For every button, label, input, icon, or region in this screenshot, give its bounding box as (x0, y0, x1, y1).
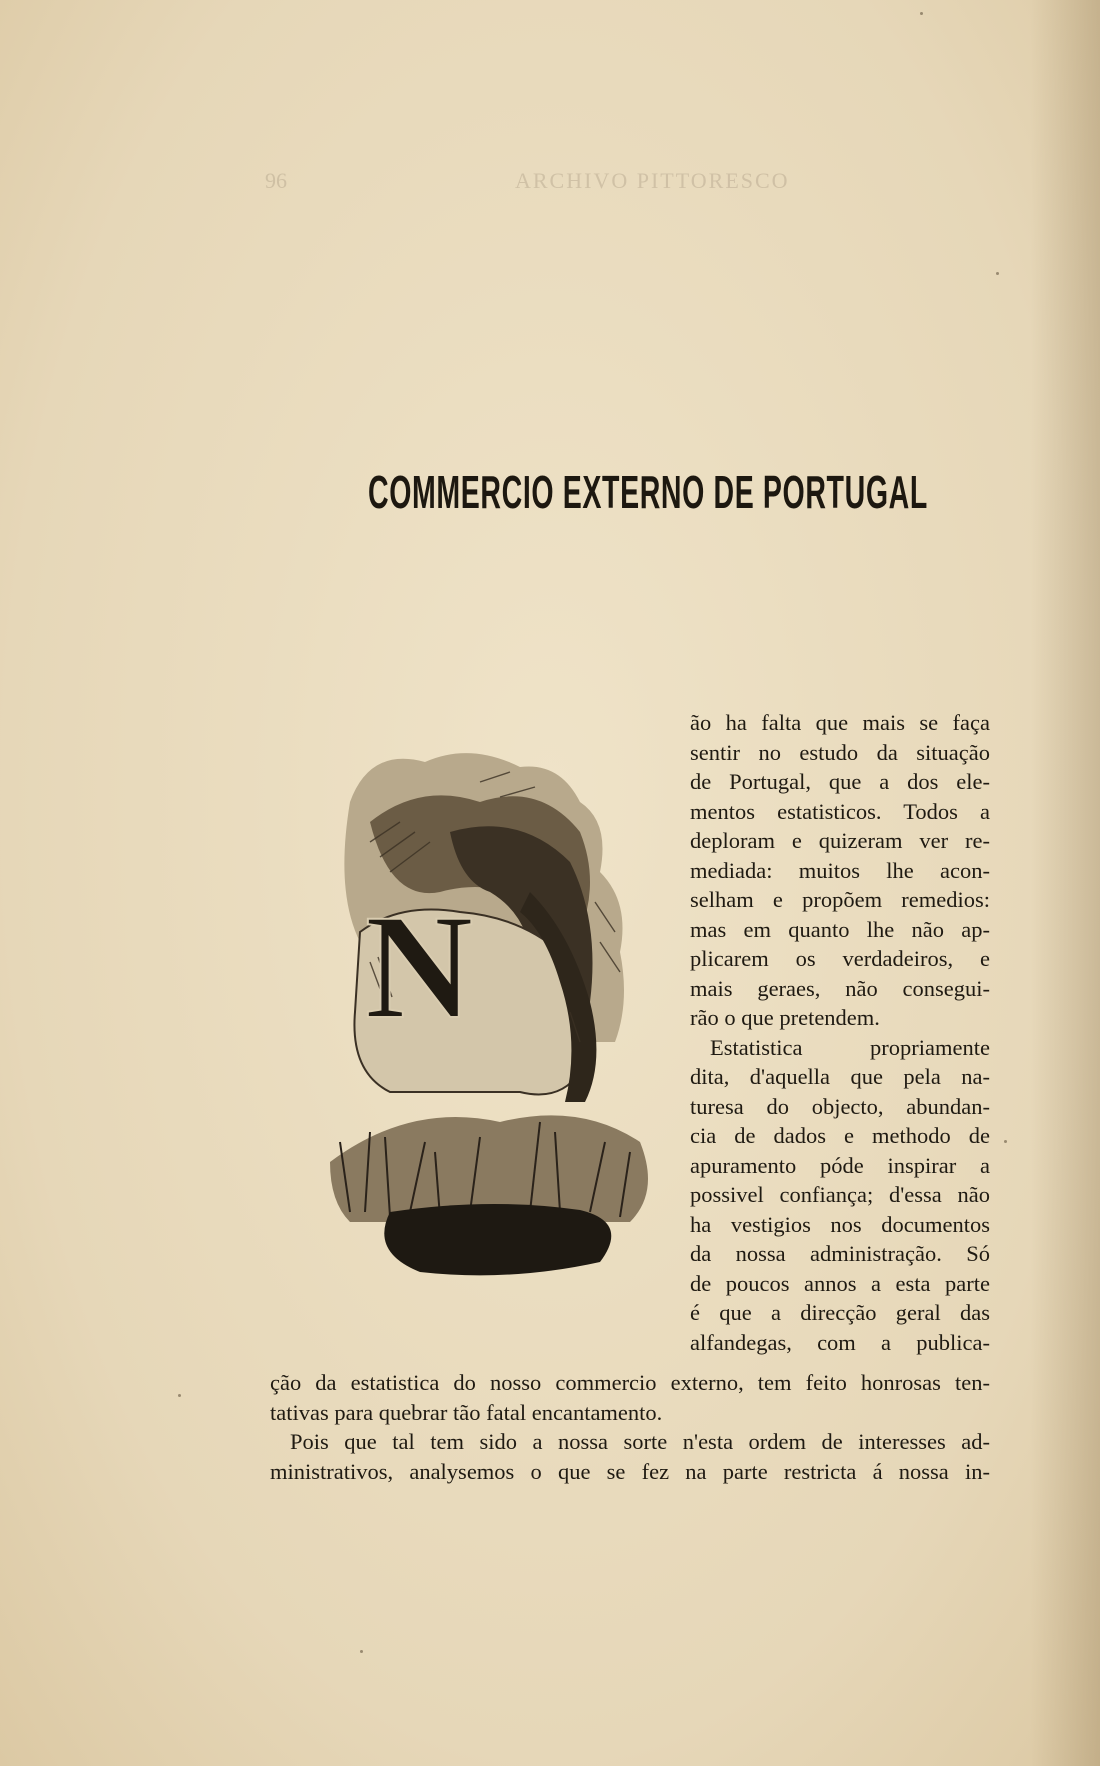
text-line: plicarem os verdadeiros, e (690, 946, 990, 971)
article-full-width-text (270, 1368, 990, 1486)
text-line: de Portugal, que a dos ele- (690, 769, 990, 794)
text-line: de poucos annos a esta parte (690, 1270, 990, 1296)
text-line: cia de dados e methodo de (690, 1123, 990, 1148)
text-line: deploram e quizeram ver re- (690, 828, 990, 853)
text-line: turesa do objecto, abundan- (690, 1093, 990, 1119)
paper-speck (178, 1394, 181, 1397)
text-line: tativas para quebrar tão fatal encantamento. (270, 1399, 663, 1425)
decorative-drop-cap (330, 742, 682, 1327)
text-line: Estatistica propriamente (710, 1034, 990, 1060)
text-line: ha vestigios nos documentos (690, 1211, 990, 1237)
text-line: da nossa administração. Só (690, 1241, 990, 1266)
paper-speck (360, 1650, 363, 1653)
text-line: mentos estatisticos. Todos a (690, 798, 990, 824)
text-line: dita, d'aquella que pela na- (690, 1064, 990, 1089)
text-line: mas em quanto lhe não ap- (690, 916, 990, 942)
text-line: alfandegas, com a publica- (690, 1329, 990, 1355)
ghost-page-number: 96 (265, 168, 287, 193)
drop-cap-letter: N (365, 884, 474, 1050)
article-title: COMMERCIO EXTERNO DE PORTUGAL (368, 466, 928, 518)
paper-speck (996, 272, 999, 275)
text-line: ção da estatistica do nosso commercio externo, tem feito honrosas ten- (270, 1370, 990, 1395)
text-line: Pois que tal tem sido a nossa sorte n'esta ordem de interesses ad- (290, 1429, 990, 1454)
article-column-text (690, 708, 990, 1357)
paper-speck (920, 12, 923, 15)
text-line: ão ha falta que mais se faça (690, 710, 990, 735)
text-line: é que a direcção geral das (690, 1300, 990, 1325)
text-line: possivel confiança; d'essa não (690, 1182, 990, 1207)
text-line: mais geraes, não consegui- (690, 975, 990, 1001)
text-line: selham e propõem remedios: (690, 887, 990, 912)
text-line: sentir no estudo da situação (690, 739, 990, 765)
paper-speck (1004, 1140, 1007, 1143)
ghost-running-head: ARCHIVO PITTORESCO (515, 168, 790, 193)
text-line: rão o que pretendem. (690, 1005, 880, 1030)
page-edge-shadow (1030, 0, 1100, 1766)
text-line: mediada: muitos lhe acon- (690, 857, 990, 883)
text-line: ministrativos, analysemos o que se fez na parte restricta á nossa in- (270, 1458, 990, 1484)
text-line: apuramento póde inspirar a (690, 1152, 990, 1178)
